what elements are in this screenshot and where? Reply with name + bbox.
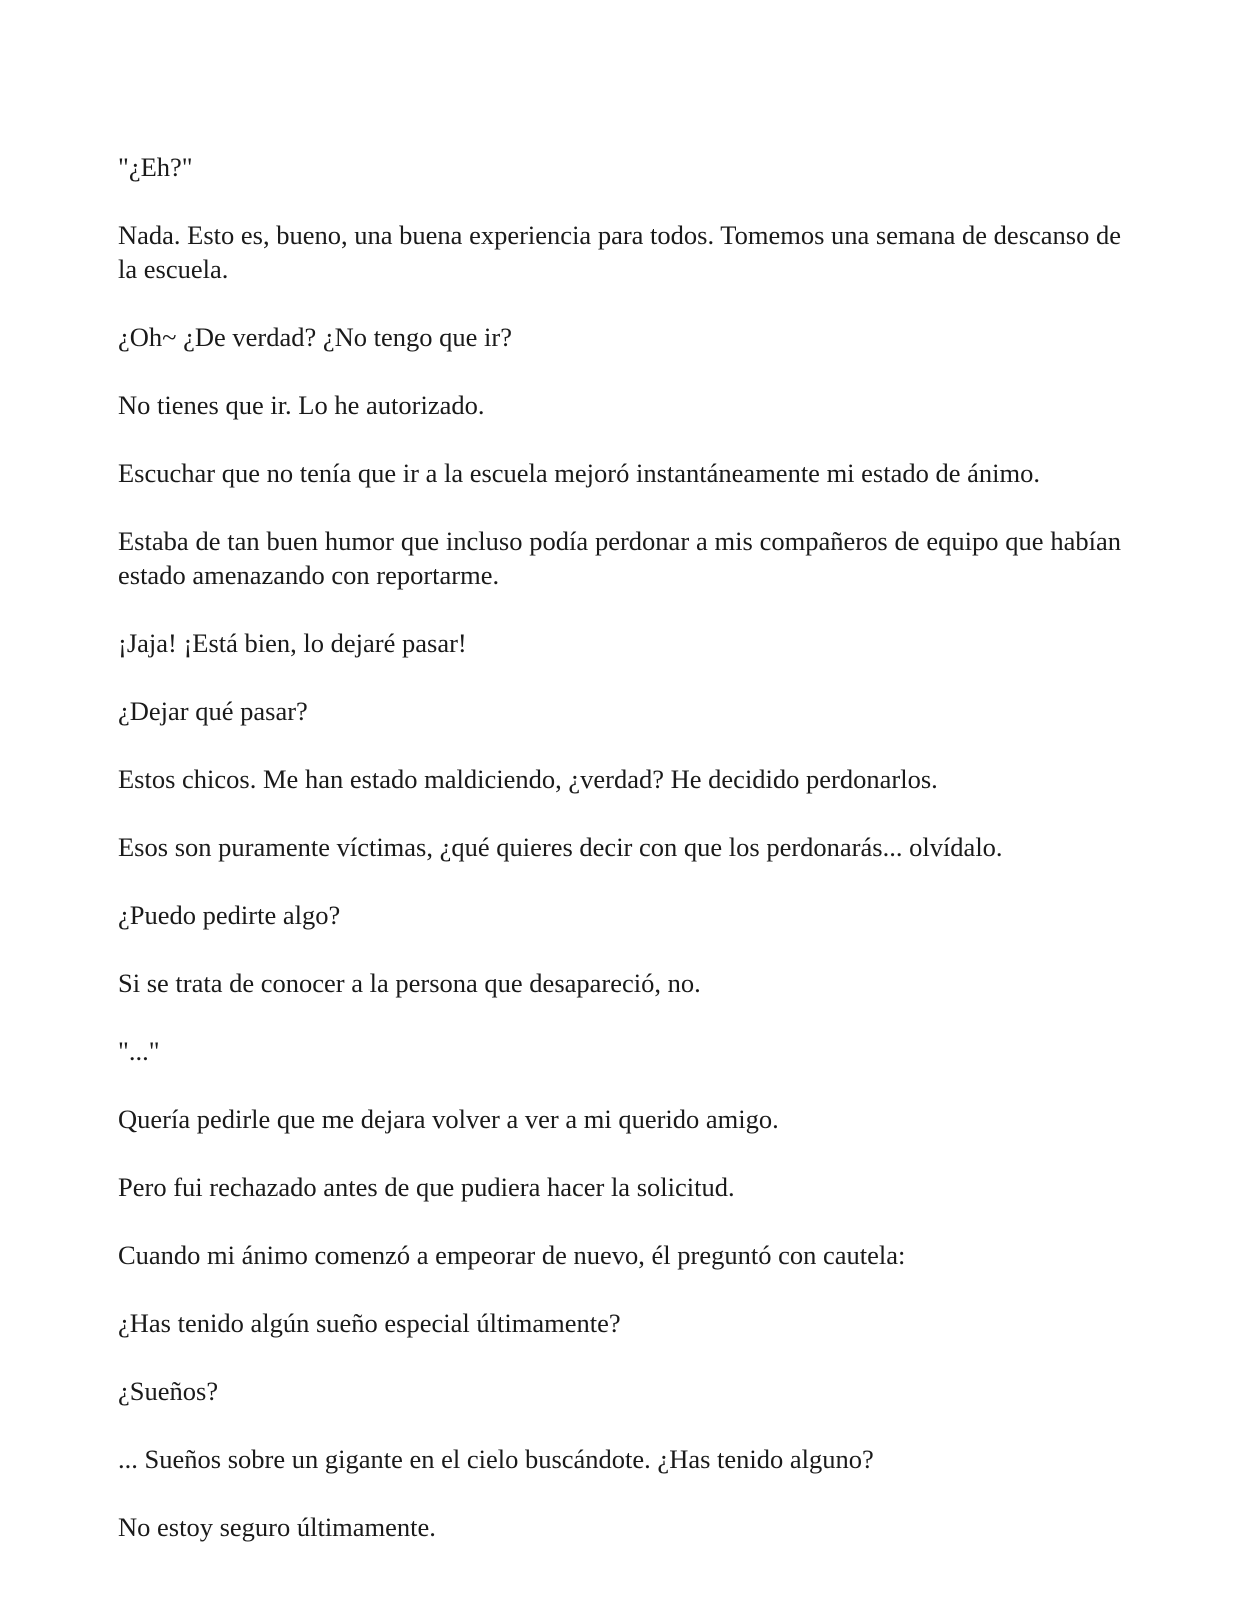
paragraph: No tienes que ir. Lo he autorizado. (118, 390, 485, 420)
paragraph: "..." (118, 1036, 160, 1066)
paragraph: "¿Eh?" (118, 152, 193, 182)
paragraph: ¿Oh~ ¿De verdad? ¿No tengo que ir? (118, 322, 512, 352)
paragraph: ¿Has tenido algún sueño especial últimamente? (118, 1308, 621, 1338)
paragraph: Cuando mi ánimo comenzó a empeorar de nuevo, él preguntó con cautela: (118, 1240, 906, 1270)
paragraph: Quería pedirle que me dejara volver a ver a mi querido amigo. (118, 1104, 779, 1134)
paragraph: ¿Puedo pedirte algo? (118, 900, 341, 930)
paragraph: Pero fui rechazado antes de que pudiera hacer la solicitud. (118, 1172, 735, 1202)
paragraph: ¿Sueños? (118, 1376, 219, 1406)
paragraph: ... Sueños sobre un gigante en el cielo buscándote. ¿Has tenido alguno? (118, 1444, 874, 1474)
paragraph: ¿Dejar qué pasar? (118, 696, 308, 726)
paragraph: No estoy seguro últimamente. (118, 1512, 436, 1542)
paragraph: ¡Jaja! ¡Está bien, lo dejaré pasar! (118, 628, 467, 658)
paragraph: Estaba de tan buen humor que incluso podía perdonar a mis compañeros de equipo que habían estado amenazando con reportarme. (118, 526, 1121, 590)
paragraph: Nada. Esto es, bueno, una buena experiencia para todos. Tomemos una semana de descanso de la escuela. (118, 220, 1121, 284)
paragraph: Si se trata de conocer a la persona que desapareció, no. (118, 968, 701, 998)
paragraph: Esos son puramente víctimas, ¿qué quieres decir con que los perdonarás... olvídalo. (118, 832, 1003, 862)
paragraph: Escuchar que no tenía que ir a la escuela mejoró instantáneamente mi estado de ánimo. (118, 458, 1040, 488)
document-body (118, 150, 1121, 1578)
paragraph: Estos chicos. Me han estado maldiciendo, ¿verdad? He decidido perdonarlos. (118, 764, 938, 794)
